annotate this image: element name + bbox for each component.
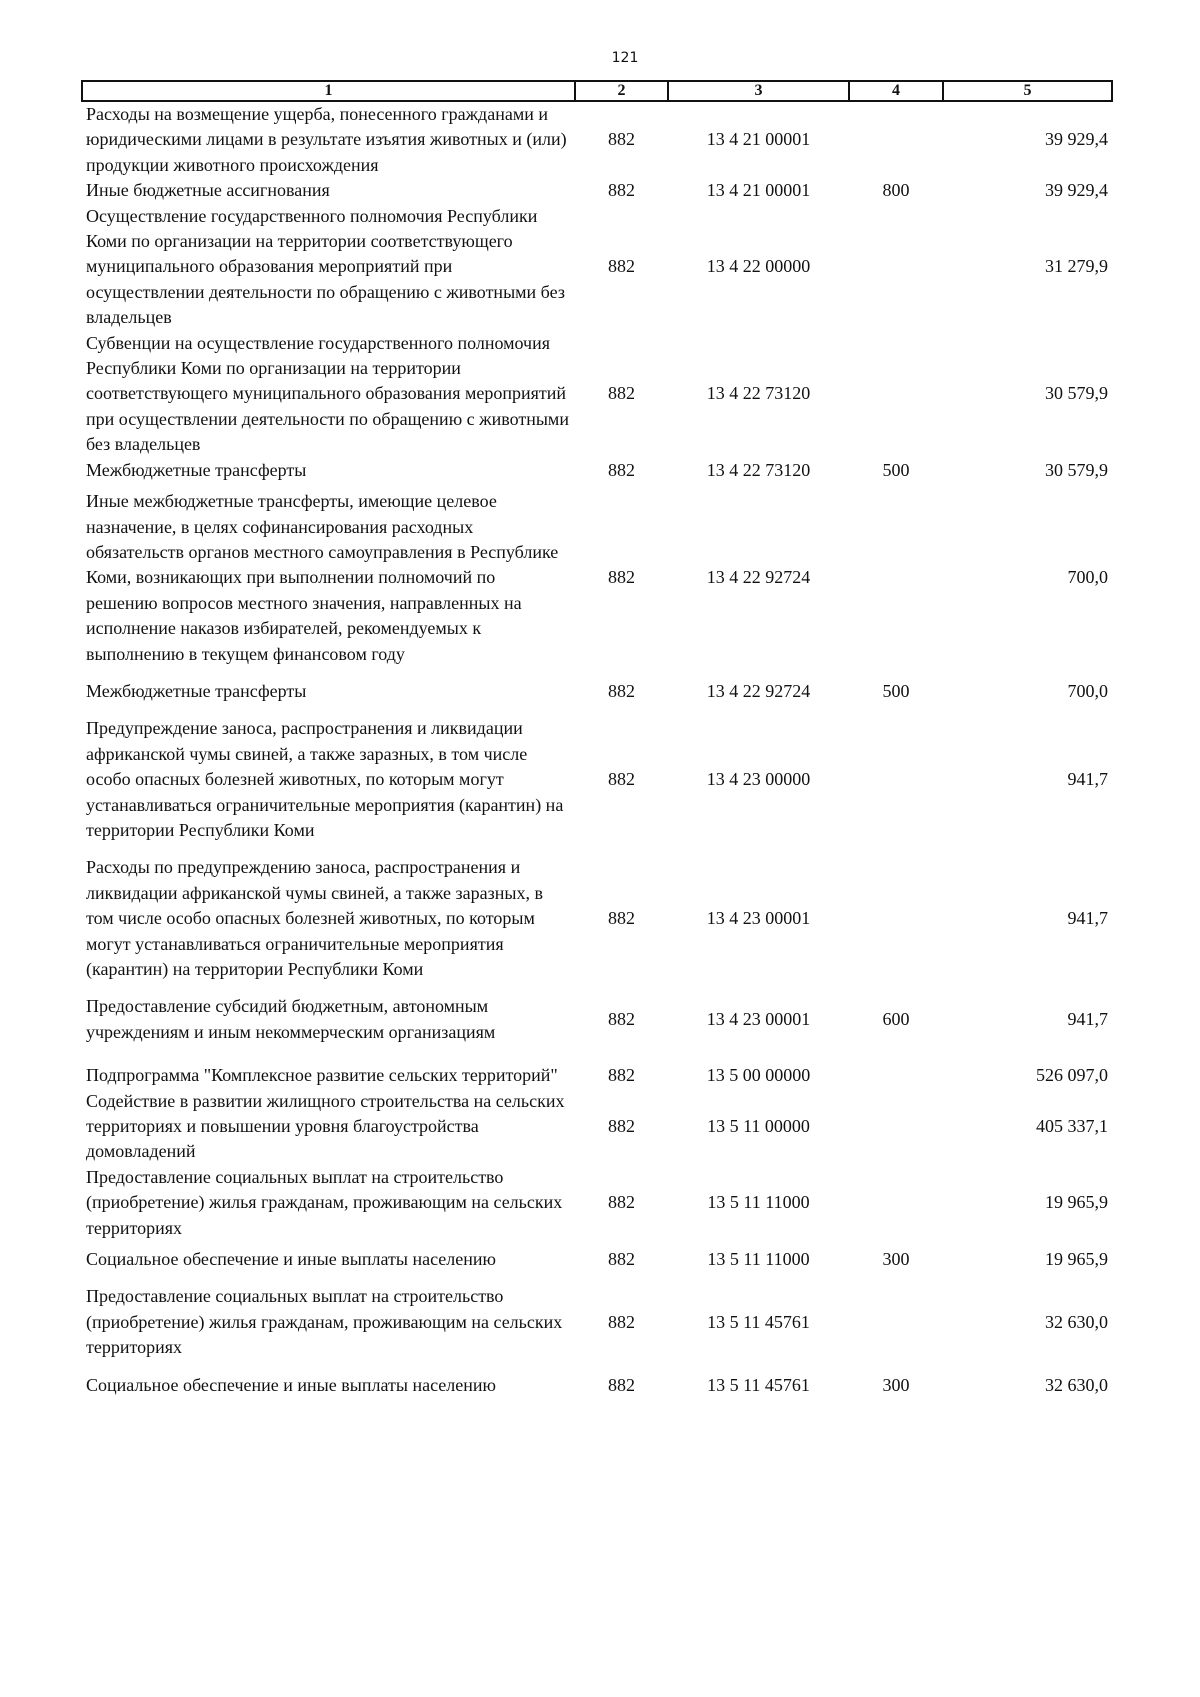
table-row: [82, 849, 1112, 988]
row-amount-cell: 31 279,9: [1045, 256, 1108, 277]
row-amount-cell: 39 929,4: [1045, 129, 1108, 150]
row-expense-type-cell: 300: [882, 1249, 910, 1270]
row-target-item-cell: 13 4 22 73120: [706, 459, 811, 480]
row-amount-cell: 700,0: [1067, 567, 1108, 588]
row-expense-type-cell: [849, 101, 943, 178]
row-expense-type-cell: [849, 1089, 943, 1165]
table-header-row: [82, 81, 1112, 101]
row-expense-type-cell: 600: [882, 1009, 910, 1030]
row-department-cell: 882: [608, 256, 635, 277]
column-header-department: 2: [575, 81, 668, 101]
row-amount-cell: 30 579,9: [1045, 383, 1108, 404]
row-name-cell: Межбюджетные трансферты: [86, 459, 307, 480]
row-target-item-cell: 13 4 21 00001: [706, 129, 811, 150]
row-expense-type-cell: [849, 849, 943, 988]
table-row: [82, 1051, 1112, 1088]
row-name-cell: Подпрограмма "Комплексное развитие сельских территорий": [86, 1065, 558, 1086]
row-amount-cell: 32 630,0: [1045, 1374, 1108, 1395]
row-expense-type-cell: 800: [882, 180, 910, 201]
row-name-cell: Иные межбюджетные трансферты, имеющие целевое назначение, в целях софинансирования расходных обязательств органов местного самоуправления в Республике Коми, возникающих при выполнении полномочий по решению вопросов местного значения, направленных на исполнение наказов избирателей, рекомендуемых к выполнению в текущем финансовом году: [86, 491, 559, 664]
table-row: [82, 204, 1112, 331]
row-target-item-cell: 13 5 11 00000: [707, 1116, 810, 1137]
row-target-item-cell: 13 5 11 45761: [707, 1374, 810, 1395]
row-amount-cell: 30 579,9: [1045, 459, 1108, 480]
row-department-cell: 882: [608, 383, 635, 404]
row-amount-cell: 700,0: [1067, 680, 1108, 701]
row-name-cell: Предоставление субсидий бюджетным, автономным учреждениям и иным некоммерческим организациям: [86, 996, 496, 1042]
row-target-item-cell: 13 4 22 92724: [706, 680, 811, 701]
row-target-item-cell: 13 5 00 00000: [706, 1065, 811, 1086]
row-target-item-cell: 13 4 22 92724: [706, 567, 811, 588]
row-target-item-cell: 13 4 23 00001: [706, 1009, 811, 1030]
row-name-cell: Предоставление социальных выплат на строительство (приобретение) жилья гражданам, проживающим на сельских территориях: [86, 1166, 563, 1238]
row-department-cell: 882: [608, 129, 635, 150]
table-row: [82, 1367, 1112, 1404]
row-target-item-cell: 13 4 23 00000: [706, 769, 811, 790]
row-target-item-cell: 13 4 22 00000: [706, 256, 811, 277]
row-expense-type-cell: [849, 710, 943, 849]
row-expense-type-cell: [849, 1051, 943, 1088]
row-department-cell: 882: [608, 680, 635, 701]
row-expense-type-cell: 500: [882, 680, 910, 701]
row-target-item-cell: 13 5 11 11000: [707, 1192, 810, 1213]
row-department-cell: 882: [608, 1249, 635, 1270]
row-name-cell: Социальное обеспечение и иные выплаты населению: [86, 1249, 496, 1270]
row-amount-cell: 405 337,1: [1036, 1116, 1108, 1137]
row-amount-cell: 526 097,0: [1036, 1065, 1108, 1086]
row-department-cell: 882: [608, 1374, 635, 1395]
table-row: [82, 1165, 1112, 1241]
row-name-cell: Иные бюджетные ассигнования: [86, 180, 330, 201]
row-target-item-cell: 13 4 22 73120: [706, 383, 811, 404]
row-expense-type-cell: 300: [882, 1374, 910, 1395]
row-target-item-cell: 13 5 11 45761: [707, 1311, 810, 1332]
row-department-cell: 882: [608, 1192, 635, 1213]
row-amount-cell: 19 965,9: [1045, 1192, 1108, 1213]
column-header-target-item: 3: [668, 81, 849, 101]
table-row: [82, 1241, 1112, 1278]
row-expense-type-cell: [849, 1165, 943, 1241]
row-amount-cell: 941,7: [1067, 908, 1108, 929]
row-expense-type-cell: [849, 1278, 943, 1366]
table-row: [82, 483, 1112, 673]
row-name-cell: Расходы по предупреждению заноса, распространения и ликвидации африканской чумы свиней, а также заразных, в том числе особо опасных болезней животных, по которым могут устанавливаться ограничительные мероприятия (карантин) на территории Республики Коми: [86, 857, 543, 979]
row-target-item-cell: 13 4 21 00001: [706, 180, 811, 201]
row-department-cell: 882: [608, 1009, 635, 1030]
row-department-cell: 882: [608, 1311, 635, 1332]
column-header-amount: 5: [943, 81, 1112, 101]
row-amount-cell: 39 929,4: [1045, 180, 1108, 201]
row-expense-type-cell: [849, 483, 943, 673]
row-name-cell: Содействие в развитии жилищного строительства на сельских территориях и повышении уровня благоустройства домовладений: [86, 1090, 565, 1162]
row-name-cell: Субвенции на осуществление государственного полномочия Республики Коми по организации на территории соответствующего муниципального образования мероприятий при осуществлении деятельности по обращению с животными без владельцев: [86, 332, 569, 455]
row-name-cell: Межбюджетные трансферты: [86, 680, 307, 701]
table-row: [82, 101, 1112, 178]
table-row: [82, 710, 1112, 849]
table-row: [82, 458, 1112, 483]
row-name-cell: Расходы на возмещение ущерба, понесенного гражданами и юридическими лицами в результате изъятия животных и (или) продукции животного происхождения: [86, 104, 567, 175]
row-target-item-cell: 13 5 11 11000: [707, 1249, 810, 1270]
row-amount-cell: 941,7: [1067, 1009, 1108, 1030]
row-amount-cell: 32 630,0: [1045, 1311, 1108, 1332]
row-name-cell: Осуществление государственного полномочия Республики Коми по организации на территории соответствующего муниципального образования мероприятий при осуществлении деятельности по обращению с животными без владельцев: [86, 205, 565, 328]
row-name-cell: Предоставление социальных выплат на строительство (приобретение) жилья гражданам, проживающим на сельских территориях: [86, 1286, 563, 1358]
table-row: [82, 988, 1112, 1051]
column-header-expense-type: 4: [849, 81, 943, 101]
row-department-cell: 882: [608, 1116, 635, 1137]
table-row: [82, 673, 1112, 710]
row-expense-type-cell: [849, 204, 943, 331]
row-department-cell: 882: [608, 1065, 635, 1086]
row-department-cell: 882: [608, 908, 635, 929]
row-amount-cell: 19 965,9: [1045, 1249, 1108, 1270]
row-amount-cell: 941,7: [1067, 769, 1108, 790]
table-row: [82, 178, 1112, 203]
budget-table: [81, 80, 1113, 1404]
table-row: [82, 1089, 1112, 1165]
row-name-cell: Социальное обеспечение и иные выплаты населению: [86, 1374, 496, 1395]
row-department-cell: 882: [608, 769, 635, 790]
page-number: 121: [611, 50, 639, 66]
table-row: [82, 1278, 1112, 1366]
row-department-cell: 882: [608, 459, 635, 480]
row-department-cell: 882: [608, 180, 635, 201]
table-row: [82, 331, 1112, 458]
row-target-item-cell: 13 4 23 00001: [706, 908, 811, 929]
row-expense-type-cell: 500: [882, 459, 910, 480]
column-header-name: 1: [82, 81, 575, 101]
row-department-cell: 882: [608, 567, 635, 588]
row-name-cell: Предупреждение заноса, распространения и ликвидации африканской чумы свиней, а также заразных, в том числе особо опасных болезней животных, по которым могут устанавливаться ограничительные мероприятия (карантин) на территории Республики Коми: [86, 718, 564, 840]
row-expense-type-cell: [849, 331, 943, 458]
